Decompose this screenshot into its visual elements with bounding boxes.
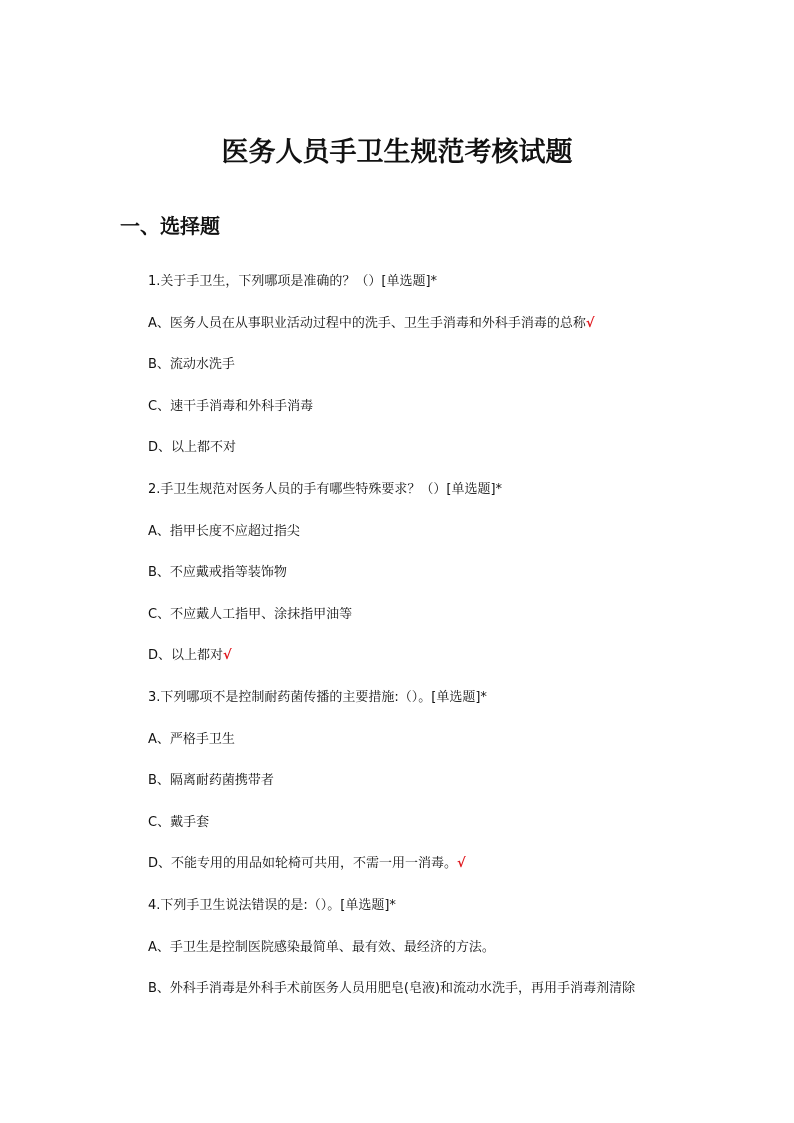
q1-option-b: B、流动水洗手	[148, 357, 235, 373]
question-1: 1.关于手卫生，下列哪项是准确的？（）[单选题]*	[148, 274, 438, 289]
q2-option-b: B、不应戴戒指等装饰物	[148, 565, 287, 581]
q3-option-a: A、严格手卫生	[148, 731, 235, 747]
q1-option-c: C、速干手消毒和外科手消毒	[148, 398, 314, 414]
correct-checkmark-icon: √	[457, 856, 466, 872]
q1-option-a: A、医务人员在从事职业活动过程中的洗手、卫生手消毒和外科手消毒的总称√	[148, 315, 595, 331]
question-4: 4.下列手卫生说法错误的是:（）。[单选题]*	[148, 897, 396, 913]
q3-option-d: D、不能专用的用品如轮椅可共用，不需一用一消毒。√	[148, 856, 466, 872]
page-title: 医务人员手卫生规范考核试题	[221, 137, 573, 168]
q3-option-c: C、戴手套	[148, 814, 210, 830]
q2-option-c: C、不应戴人工指甲、涂抹指甲油等	[148, 606, 353, 622]
q4-option-a: A、手卫生是控制医院感染最简单、最有效、最经济的方法。	[148, 939, 495, 955]
question-3: 3.下列哪项不是控制耐药菌传播的主要措施:（）。[单选题]*	[148, 689, 487, 705]
correct-checkmark-icon: √	[223, 648, 232, 664]
section-heading: 一、选择题	[120, 214, 220, 238]
q3-option-b: B、隔离耐药菌携带者	[148, 773, 274, 789]
q1-option-d: D、以上都不对	[148, 440, 237, 456]
question-list	[148, 272, 768, 1021]
q2-option-d: D、以上都对√	[148, 648, 232, 664]
q2-option-a: A、指甲长度不应超过指尖	[148, 523, 300, 539]
question-2: 2.手卫生规范对医务人员的手有哪些特殊要求？（）[单选题]*	[148, 481, 503, 497]
correct-checkmark-icon: √	[585, 315, 595, 331]
q4-option-b: B、外科手消毒是外科手术前医务人员用肥皂(皂液)和流动水洗手，再用手消毒剂清除	[148, 981, 636, 997]
